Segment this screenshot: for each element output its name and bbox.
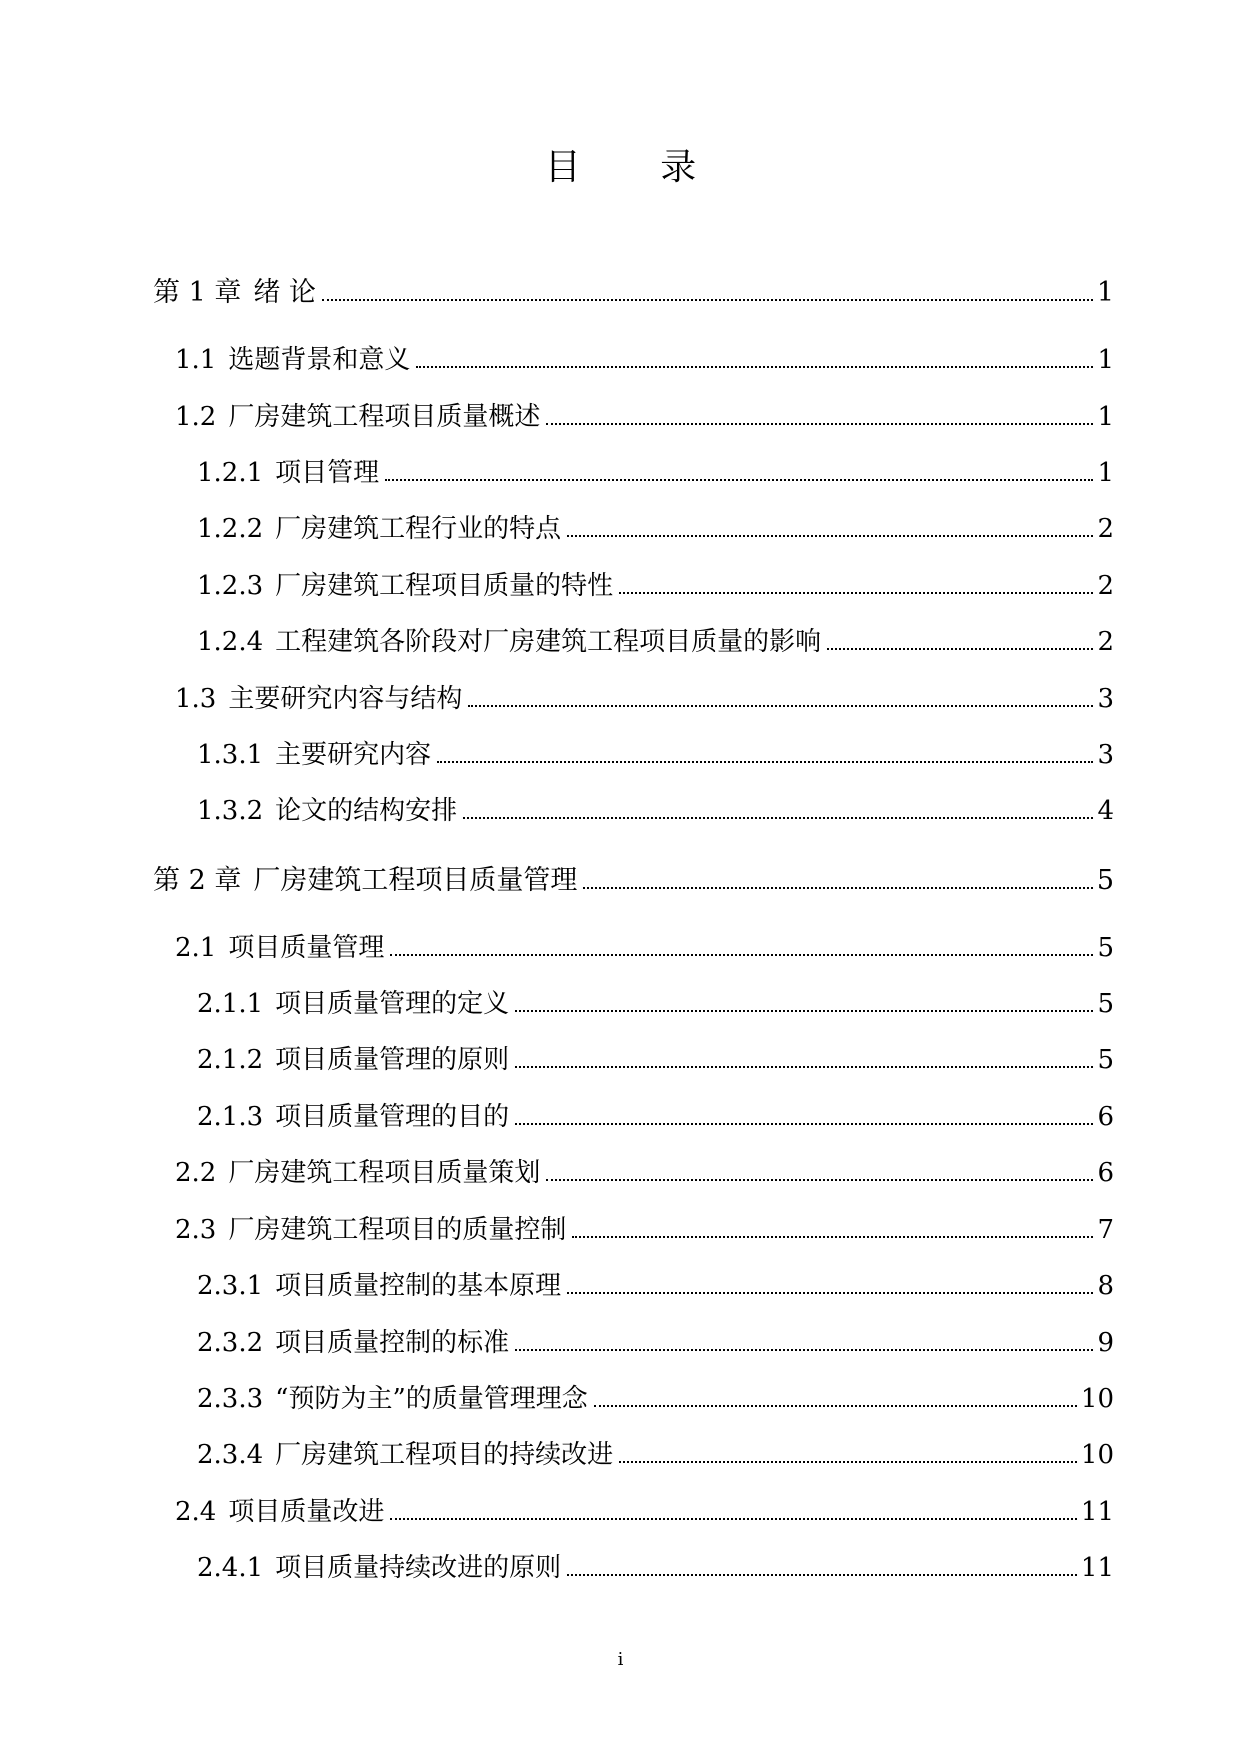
page-title: 目 录	[544, 147, 731, 188]
toc-entry-number: 2.4	[175, 1497, 217, 1527]
toc-entry-number: 2.1.3	[197, 1102, 264, 1132]
toc-entry-title: 项目质量管理	[228, 933, 385, 963]
toc-entry-1-2-3[interactable]	[197, 569, 1114, 603]
toc-entry-number: 1.3.1	[197, 740, 264, 770]
toc-leader-dots	[437, 761, 1093, 763]
toc-entry-title: 项目质量控制的标准	[275, 1328, 510, 1358]
toc-entry-page: 2	[1097, 514, 1114, 544]
toc-entry-title: 厂房建筑工程项目质量策划	[228, 1158, 541, 1188]
toc-entry-title: 项目质量管理的原则	[275, 1045, 510, 1075]
toc-entry-page: 10	[1080, 1384, 1114, 1414]
page-number: i	[617, 1649, 624, 1670]
toc-entry-1-3-2[interactable]	[197, 794, 1114, 828]
toc-entry-page: 6	[1097, 1102, 1114, 1132]
toc-leader-dots	[515, 1010, 1093, 1012]
toc-leader-dots	[390, 954, 1093, 956]
toc-entry-title: 项目质量管理的定义	[275, 989, 510, 1019]
toc-entry-page: 1	[1097, 345, 1114, 375]
toc-entry-2-2[interactable]	[175, 1156, 1114, 1190]
toc-entry-title: 选题背景和意义	[228, 345, 411, 375]
toc-entry-number: 第 2 章	[153, 865, 242, 896]
toc-entry-number: 1.2.1	[197, 458, 264, 488]
toc-entry-title: 项目质量控制的基本原理	[275, 1271, 562, 1301]
toc-entry-number: 第 1 章	[153, 277, 242, 308]
toc-leader-dots	[546, 1179, 1093, 1181]
toc-entry-2-3-4[interactable]	[197, 1438, 1114, 1472]
toc-entry-chapter-1[interactable]	[153, 276, 1114, 310]
toc-entry-title: 论文的结构安排	[275, 796, 458, 826]
toc-leader-dots	[390, 1518, 1077, 1520]
toc-leader-dots	[567, 535, 1093, 537]
toc-entry-2-1[interactable]	[175, 931, 1114, 965]
toc-entry-1-2-4[interactable]	[197, 625, 1114, 659]
toc-entry-page: 11	[1080, 1553, 1114, 1583]
toc-entry-page: 3	[1097, 684, 1114, 714]
toc-entry-number: 2.1.2	[197, 1045, 264, 1075]
toc-leader-dots	[468, 705, 1093, 707]
toc-entry-number: 1.2.3	[197, 571, 264, 601]
toc-entry-title: 工程建筑各阶段对厂房建筑工程项目质量的影响	[275, 627, 822, 657]
toc-entry-number: 2.3.1	[197, 1271, 264, 1301]
toc-entry-2-1-3[interactable]	[197, 1100, 1114, 1134]
toc-entry-2-3-1[interactable]	[197, 1269, 1114, 1303]
toc-entry-2-3-3[interactable]	[197, 1382, 1114, 1416]
toc-entry-page: 5	[1097, 1045, 1114, 1075]
toc-entry-number: 1.1	[175, 345, 217, 375]
toc-entry-title: 厂房建筑工程项目质量概述	[228, 402, 541, 432]
toc-entry-page: 9	[1097, 1328, 1114, 1358]
toc-entry-page: 6	[1097, 1158, 1114, 1188]
toc-leader-dots	[567, 1574, 1077, 1576]
toc-leader-dots	[572, 1236, 1093, 1238]
toc-entry-2-1-2[interactable]	[197, 1043, 1114, 1077]
toc-entry-number: 2.4.1	[197, 1553, 264, 1583]
toc-entry-title: 厂房建筑工程行业的特点	[275, 514, 562, 544]
toc-entry-2-4[interactable]	[175, 1495, 1114, 1529]
toc-entry-2-1-1[interactable]	[197, 987, 1114, 1021]
toc-leader-dots	[515, 1066, 1093, 1068]
toc-entry-title: 厂房建筑工程项目质量管理	[253, 865, 578, 896]
toc-leader-dots	[416, 366, 1093, 368]
toc-leader-dots	[619, 592, 1093, 594]
toc-entry-number: 1.2.4	[197, 627, 264, 657]
toc-entry-number: 1.2	[175, 402, 217, 432]
toc-entry-page: 7	[1097, 1215, 1114, 1245]
toc-entry-page: 2	[1097, 571, 1114, 601]
toc-entry-number: 2.1.1	[197, 989, 264, 1019]
toc-entry-page: 10	[1080, 1440, 1114, 1470]
toc-entry-number: 1.3.2	[197, 796, 264, 826]
toc-leader-dots	[546, 423, 1093, 425]
toc-entry-number: 2.1	[175, 933, 217, 963]
toc-entry-2-4-1[interactable]	[197, 1551, 1114, 1585]
toc-entry-title: 项目质量持续改进的原则	[275, 1553, 562, 1583]
toc-entry-page: 5	[1097, 933, 1114, 963]
toc-entry-number: 2.3.4	[197, 1440, 264, 1470]
toc-entry-page: 1	[1096, 277, 1114, 308]
toc-entry-chapter-2[interactable]	[153, 864, 1114, 898]
toc-entry-1-2-2[interactable]	[197, 512, 1114, 546]
toc-leader-dots	[385, 479, 1093, 481]
toc-entry-number: 2.3	[175, 1215, 217, 1245]
toc-entry-title: 项目质量改进	[228, 1497, 385, 1527]
toc-entry-1-2[interactable]	[175, 400, 1114, 434]
toc-entry-page: 1	[1097, 402, 1114, 432]
toc-entry-page: 1	[1097, 458, 1114, 488]
toc-leader-dots	[515, 1349, 1093, 1351]
toc-entry-page: 8	[1097, 1271, 1114, 1301]
toc-entry-2-3[interactable]	[175, 1213, 1114, 1247]
toc-entry-title: 项目管理	[275, 458, 380, 488]
toc-leader-dots	[619, 1461, 1077, 1463]
toc-entry-title: “预防为主”的质量管理理念	[275, 1384, 588, 1414]
toc-entry-page: 11	[1080, 1497, 1114, 1527]
toc-entry-1-1[interactable]	[175, 343, 1114, 377]
toc-entry-page: 2	[1097, 627, 1114, 657]
toc-entry-1-2-1[interactable]	[197, 456, 1114, 490]
toc-entry-page: 5	[1097, 989, 1114, 1019]
toc-entry-number: 2.3.2	[197, 1328, 264, 1358]
toc-entry-2-3-2[interactable]	[197, 1326, 1114, 1360]
toc-entry-title: 主要研究内容与结构	[228, 684, 463, 714]
toc-entry-title: 厂房建筑工程项目的持续改进	[275, 1440, 614, 1470]
toc-entry-page: 3	[1097, 740, 1114, 770]
toc-entry-title: 主要研究内容	[275, 740, 432, 770]
toc-leader-dots	[515, 1123, 1093, 1125]
toc-leader-dots	[583, 887, 1092, 889]
toc-leader-dots	[322, 299, 1093, 301]
toc-entry-number: 2.3.3	[197, 1384, 264, 1414]
toc-entry-title: 厂房建筑工程项目的质量控制	[228, 1215, 567, 1245]
toc-entry-1-3[interactable]	[175, 682, 1114, 716]
toc-entry-number: 1.3	[175, 684, 217, 714]
toc-entry-title: 厂房建筑工程项目质量的特性	[275, 571, 614, 601]
toc-leader-dots	[567, 1292, 1093, 1294]
toc-entry-title: 绪 论	[253, 277, 316, 308]
toc-leader-dots	[594, 1405, 1077, 1407]
toc-entry-number: 1.2.2	[197, 514, 264, 544]
toc-entry-number: 2.2	[175, 1158, 217, 1188]
toc-entry-page: 4	[1097, 796, 1114, 826]
toc-leader-dots	[463, 817, 1093, 819]
toc-leader-dots	[827, 648, 1093, 650]
toc-entry-1-3-1[interactable]	[197, 738, 1114, 772]
toc-entry-title: 项目质量管理的目的	[275, 1102, 510, 1132]
toc-entry-page: 5	[1096, 865, 1114, 896]
